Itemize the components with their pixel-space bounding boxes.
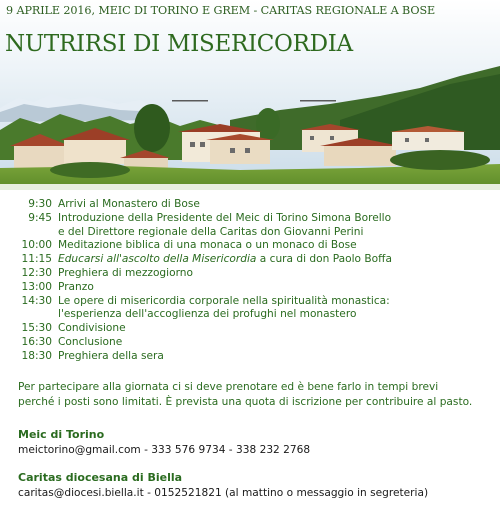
schedule-text: Preghiera di mezzogiorno (58, 266, 193, 279)
schedule-row (18, 198, 494, 212)
schedule-time: 9:45 (28, 211, 52, 224)
schedule-row (18, 212, 494, 226)
note-line: Per partecipare alla giornata ci si deve prenotare ed è bene farlo in tempi brevi (18, 381, 439, 393)
landscape-illustration (0, 0, 500, 190)
schedule-row (18, 295, 494, 309)
hero-landscape-image (0, 0, 500, 190)
contact-info[interactable]: caritas@diocesi.biella.it - 0152521821 (al mattino o messaggio in segreteria) (18, 487, 429, 499)
schedule-row (18, 267, 494, 281)
schedule-text (58, 253, 494, 267)
schedule-time: 14:30 (21, 294, 52, 307)
contact-info[interactable]: meictorino@gmail.com - 333 576 9734 - 338 232 2768 (18, 444, 311, 456)
schedule-continuation: e del Direttore regionale della Caritas don Giovanni Perini (58, 225, 364, 238)
schedule-text: Pranzo (58, 280, 94, 293)
contact-org-name: Meic di Torino (18, 428, 105, 441)
schedule-row (18, 239, 494, 253)
schedule-list (18, 198, 494, 364)
schedule-time: 15:30 (21, 322, 52, 335)
schedule-row (18, 322, 494, 336)
contact-caritas (18, 470, 496, 501)
schedule-time: 9:30 (28, 198, 52, 210)
schedule-row (18, 350, 494, 364)
schedule-text: Le opere di misericordia corporale nella spiritualità monastica: (58, 294, 390, 307)
schedule-continuation: l'esperienza dell'accoglienza dei profughi nel monastero (58, 308, 357, 321)
schedule-row (18, 281, 494, 295)
event-date-line: 9 APRILE 2016, MEIC DI TORINO E GREM - CARITAS REGIONALE A BOSE (6, 4, 436, 17)
schedule-italic-title: Educarsi all'ascolto della Misericordia (58, 253, 257, 266)
schedule-time: 10:00 (21, 239, 52, 252)
page-title: NUTRIRSI DI MISERICORDIA (5, 31, 353, 57)
contact-meic (18, 427, 496, 458)
schedule-time: 11:15 (21, 253, 52, 266)
schedule-time: 16:30 (21, 335, 52, 348)
schedule-text-suffix: a cura di don Paolo Boffa (256, 253, 392, 266)
schedule-row (18, 253, 494, 267)
schedule-text: Preghiera della sera (58, 349, 164, 362)
schedule-text: Meditazione biblica di una monaca o un monaco di Bose (58, 239, 357, 252)
schedule-row (18, 336, 494, 350)
schedule-time: 13:00 (21, 280, 52, 293)
schedule-text: Condivisione (58, 322, 126, 335)
schedule-text: Arrivi al Monastero di Bose (58, 198, 200, 210)
registration-note (18, 380, 496, 410)
note-line: perché i posti sono limitati. È prevista una quota di iscrizione per contribuire al pasto. (18, 396, 473, 408)
schedule-text: Introduzione della Presidente del Meic di Torino Simona Borello (58, 211, 392, 224)
schedule-time: 18:30 (21, 349, 52, 362)
schedule-time: 12:30 (21, 266, 52, 279)
contact-org-name: Caritas diocesana di Biella (18, 471, 183, 484)
schedule-text: Conclusione (58, 335, 123, 348)
